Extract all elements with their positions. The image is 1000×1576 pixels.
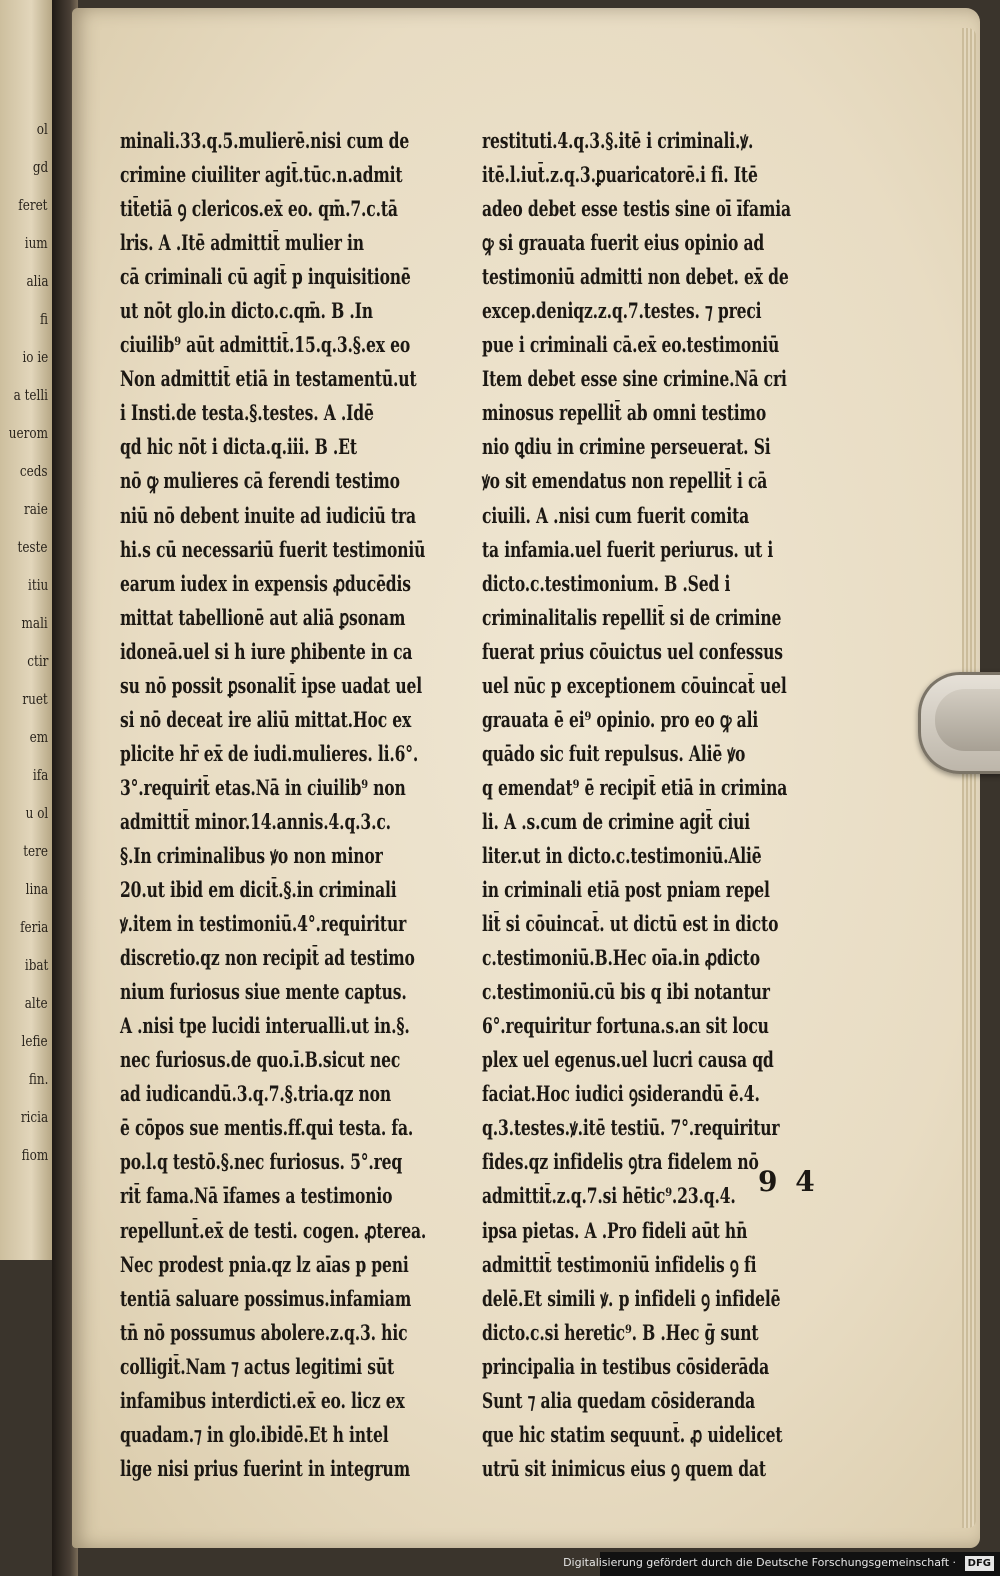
text-line: quadam.⁊ in glo.ibidē.Et h intel	[120, 1421, 389, 1447]
text-line: minali.33.q.5.mulierē.nisi cum de	[120, 128, 410, 153]
facing-page-fragment: uerom	[8, 424, 48, 442]
text-line: A .nisi tpe lucidi interualli.ut in.§.	[120, 1013, 410, 1039]
facing-page-fragment: ium	[25, 234, 48, 252]
footer-credit: Digitalisierung gefördert durch die Deutsche Forschungsgemeinschaft ·	[563, 1556, 956, 1569]
text-line: testimoniū admitti non debet. ex̄ de	[482, 264, 789, 290]
text-line: ciuili. A .nisi cum fuerit comita	[482, 502, 750, 528]
text-line: ipsa pietas. A .Pro fideli aūt hn̄	[482, 1217, 748, 1243]
text-line: criminalitalis repellit̄ si de crimine	[482, 604, 782, 630]
text-column-left	[120, 124, 450, 1486]
text-line: po.l.q testō.§.nec furiosus. 5°.req	[120, 1149, 403, 1175]
text-line: ē cōpos sue mentis.ff.qui testa. fa.	[120, 1115, 414, 1141]
text-line: earum iudex in expensis ꝓducēdis	[120, 570, 411, 596]
text-line: faciat.Hoc iudici ꝯsiderandū ē.4.	[482, 1081, 760, 1107]
facing-page-fragment: ceds	[20, 462, 48, 480]
facing-page-fragment: itiu	[27, 576, 48, 594]
text-line: restituti.4.q.3.§.itē i criminali.ꝟ.	[482, 128, 754, 153]
text-line: plex uel egenus.uel lucri causa qd	[482, 1047, 774, 1073]
facing-page-fragment: ifa	[32, 766, 48, 784]
text-line: uel nūc p exceptionem cōuincat̄ uel	[482, 672, 787, 698]
text-line: delē.Et simili ꝟ. p infideli ꝯ infidelē	[482, 1285, 781, 1311]
text-line: lige nisi prius fuerint in integrum	[120, 1455, 410, 1481]
text-line: c.testimoniū.B.Hec oīa.in ꝓdicto	[482, 945, 760, 971]
facing-page-fragment: teste	[17, 538, 48, 556]
text-line: excep.deniqz.z.q.7.testes. ⁊ preci	[482, 298, 762, 324]
facing-page-fragment: u ol	[25, 804, 48, 822]
footer-bar	[563, 1552, 1000, 1576]
text-line: tentiā saluare possimus.infamiam	[120, 1285, 412, 1311]
text-line: dicto.c.testimonium. B .Sed i	[482, 570, 731, 596]
text-line: itē.l.iut̄.z.q.3.ꝑuaricatorē.i fi. Itē	[482, 162, 758, 188]
book-clasp	[918, 672, 1000, 774]
facing-page-fragment: fin.	[28, 1070, 48, 1088]
facing-page-fragment: tere	[23, 842, 48, 860]
text-line: Item debet esse sine crimine.Nā cri	[482, 366, 787, 392]
text-line: idoneā.uel si h iure ꝑhibente in ca	[120, 638, 413, 664]
facing-page-fragment: ibat	[24, 956, 48, 974]
text-line: 3°.requirit̄ etas.Nā in ciuilib⁹ non	[120, 774, 406, 800]
dfg-logo: DFG	[965, 1556, 994, 1571]
text-line: ꝟ.item in testimoniū.4°.requiritur	[120, 911, 407, 937]
text-line: cā criminali cū agit̄ p inquisitionē	[120, 264, 411, 290]
text-line: quādo sic fuit repulsus. Aliē ꝟo	[482, 740, 746, 766]
text-line: ut nōt glo.in dicto.c.qm̄. B .In	[120, 298, 373, 324]
text-line: grauata ē ei⁹ opinio. pro eo ꝙ ali	[482, 706, 759, 732]
facing-page-fragment: ol	[36, 120, 48, 138]
text-line: colligit̄.Nam ⁊ actus legitimi sūt	[120, 1353, 395, 1379]
text-line: 6°.requiritur fortuna.s.an sit locu	[482, 1013, 769, 1039]
facing-page-fragment: ctir	[26, 652, 48, 670]
text-line: que hic statim sequunt̄. ꝓ uidelicet	[482, 1421, 783, 1447]
text-line: Sunt ⁊ alia quedam cōsideranda	[482, 1387, 756, 1413]
facing-page-fragment: lina	[25, 880, 48, 898]
text-line: Non admittit̄ etiā in testamentū.ut	[120, 366, 417, 392]
text-line: ꝟo sit emendatus non repellit̄ i cā	[482, 468, 768, 494]
text-line: infamibus interdicti.ex̄ eo. licz ex	[120, 1387, 405, 1413]
facing-page-fragment: io ie	[22, 348, 48, 366]
facing-page-fragment: lefie	[21, 1032, 48, 1050]
text-line: rit̄ fama.Nā īfames a testimonio	[120, 1183, 393, 1209]
text-line: ad iudicandū.3.q.7.§.tria.qz non	[120, 1081, 392, 1107]
text-line: Nec prodest pnia.qz lz aīas p peni	[120, 1251, 409, 1277]
facing-page-fragment: ricia	[20, 1108, 48, 1126]
text-line: lris. A .Itē admittit̄ mulier in	[120, 230, 364, 256]
text-line: mittat tabellionē aut aliā ꝑsonam	[120, 604, 406, 630]
facing-page-fragment: feria	[19, 918, 48, 936]
text-line: lit̄ si cōuincat̄. ut dictū est in dicto	[482, 911, 779, 937]
text-line: adeo debet esse testis sine oī īfamia	[482, 196, 791, 222]
facing-page-fragment: ruet	[22, 690, 48, 708]
text-line: admittit̄ minor.14.annis.4.q.3.c.	[120, 808, 391, 834]
text-line: in criminali etiā post pniam repel	[482, 877, 770, 903]
text-line: repellunt̄.ex̄ de testi. cogen. ꝓterea.	[120, 1217, 427, 1243]
text-line: q emendat⁹ ē recipit̄ etiā in crimina	[482, 774, 788, 800]
text-line: §.In criminalibus ꝟo non minor	[120, 842, 383, 868]
text-line: i Insti.de testa.§.testes. A .Idē	[120, 400, 374, 426]
facing-page-fragment: raie	[24, 500, 48, 518]
text-line: nio ꝗdiu in crimine perseuerat. Si	[482, 434, 771, 460]
text-line: tit̄etiā ꝯ clericos.ex̄ eo. qm̄.7.c.tā	[120, 196, 398, 222]
text-line: hi.s cū necessariū fuerit testimoniū	[120, 536, 426, 562]
text-line: niū nō debent inuite ad iudiciū tra	[120, 502, 416, 528]
book-clasp-inner	[935, 689, 1000, 751]
text-line: admittit̄.z.q.7.si hētic⁹.23.q.4.	[482, 1183, 736, 1209]
text-line: plicite hr̄ ex̄ de iudi.mulieres. li.6°.	[120, 740, 419, 766]
text-column-right	[482, 124, 812, 1486]
page-edges	[962, 28, 976, 1528]
text-line: ꝙ si grauata fuerit eius opinio ad	[482, 230, 765, 256]
text-line: nium furiosus siue mente captus.	[120, 979, 407, 1005]
text-line: c.testimoniū.cū bis q ibi notantur	[482, 979, 770, 1005]
text-line: si nō deceat ire aliū mittat.Hoc ex	[120, 706, 412, 732]
text-line: 20.ut ibid em dicit̄.§.in criminali	[120, 877, 397, 903]
facing-page-fragment: mali	[21, 614, 48, 632]
facing-page-fragment: gd	[32, 158, 48, 176]
text-line: nec furiosus.de quo.ī.B.sicut nec	[120, 1047, 401, 1073]
text-line: pue i criminali cā.ex̄ eo.testimoniū	[482, 332, 780, 358]
left-facing-page	[0, 0, 52, 1260]
text-line: ciuilib⁹ aūt admittit̄.15.q.3.§.ex eo	[120, 332, 411, 358]
text-line: q.3.testes.ꝟ.itē testiū. 7°.requiritur	[482, 1115, 780, 1141]
facing-page-fragment: feret	[18, 196, 48, 214]
text-line: crimine ciuiliter agit̄.tūc.n.admit	[120, 162, 403, 188]
text-line: principalia in testibus cōsiderāda	[482, 1353, 770, 1379]
text-line: qd hic nōt i dicta.q.iii. B .Et	[120, 434, 357, 460]
facing-page-fragment: fiom	[21, 1146, 48, 1164]
facing-page-fragment: a telli	[13, 386, 48, 404]
text-line: li. A .s.cum de crimine agit̄ ciui	[482, 808, 751, 834]
facing-page-fragment: fi	[39, 310, 48, 328]
text-line: discretio.qz non recipit̄ ad testimo	[120, 945, 415, 971]
facing-page-fragment: em	[29, 728, 48, 746]
text-line: liter.ut in dicto.c.testimoniū.Aliē	[482, 842, 762, 868]
text-line: nō ꝙ mulieres cā ferendi testimo	[120, 468, 400, 494]
text-line: admittit̄ testimoniū infidelis ꝯ fi	[482, 1251, 757, 1277]
text-line: ta infamia.uel fuerit periurus. ut i	[482, 536, 774, 562]
text-line: dicto.c.si heretic⁹. B .Hec ḡ sunt	[482, 1319, 759, 1345]
text-line: minosus repellit̄ ab omni testimo	[482, 400, 767, 426]
text-line: utrū sit inimicus eius ꝯ quem dat	[482, 1455, 766, 1481]
facing-page-fragment: alte	[25, 994, 48, 1012]
text-line: su nō possit ꝑsonalit̄ ipse uadat uel	[120, 672, 422, 698]
text-line: fides.qz infidelis ꝯtra fidelem nō	[482, 1149, 759, 1175]
folio-number: 9 4	[758, 1165, 819, 1198]
text-line: fuerat prius cōuictus uel confessus	[482, 638, 783, 664]
text-line: tn̄ nō possumus abolere.z.q.3. hic	[120, 1319, 408, 1345]
facing-page-fragment: alia	[26, 272, 48, 290]
